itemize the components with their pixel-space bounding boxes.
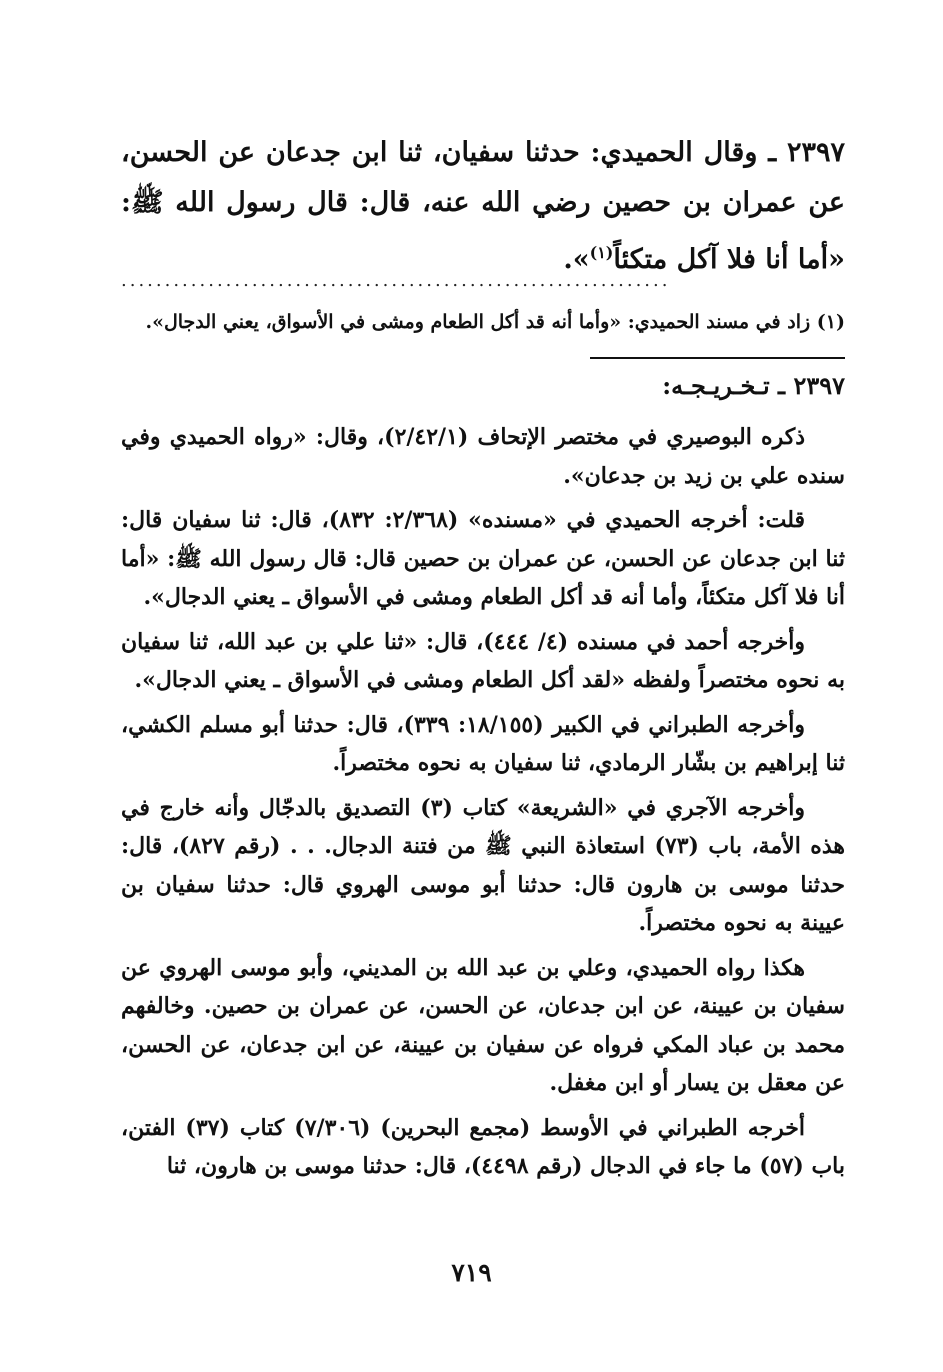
takhrij-body	[121, 418, 845, 1192]
hadith-text	[121, 128, 845, 285]
hadith-body: ٢٣٩٧ ـ وقال الحميدي: حدثنا سفيان، ثنا ابن جدعان عن الحسن، عن عمران بن حصين رضي الله عنه، قال: قال رسول الله ﷺ: «أما أنا فلا آكل متكئاً	[121, 137, 845, 275]
dotted-separator: ...............................................................	[121, 270, 671, 291]
takhrij-paragraph: أخرجه الطبراني في الأوسط (مجمع البحرين) (٧/٣٠٦) كتاب (٣٧) الفتن، باب (٥٧) ما جاء في الدجال (رقم ٤٤٩٨)، قال: حدثنا موسى بن هارون، ثنا	[121, 1114, 845, 1179]
takhrij-paragraph: وأخرجه الطبراني في الكبير (١٨/١٥٥: ٣٣٩)، قال: حدثنا أبو مسلم الكشي، ثنا إبراهيم بن بشّار الرمادي، ثنا سفيان به نحوه مختصراً.	[121, 711, 845, 776]
page-number: ٧١٩	[451, 1258, 492, 1287]
footnote	[121, 306, 845, 338]
hadith-closing: ».	[563, 244, 590, 275]
footnote-text: (١) زاد في مسند الحميدي: «وأما أنه قد أكل الطعام ومشى في الأسواق، يعني الدجال».	[145, 311, 845, 333]
takhrij-paragraph: ذكره البوصيري في مختصر الإتحاف (٢/٤٢/١)، وقال: «رواه الحميدي وفي سنده علي بن زيد بن جدعان».	[121, 424, 845, 489]
footnote-reference: (١)	[589, 243, 614, 262]
takhrij-paragraph: هكذا رواه الحميدي، وعلي بن عبد الله بن المديني، وأبو موسى الهروي عن سفيان بن عيينة، عن ابن جدعان، عن الحسن، عن عمران بن حصين. وخالفهم محمد بن عباد المكي فرواه عن سفيان بن عيينة، عن ابن جدعان، عن الحسن، عن معقل بن يسار أو ابن مغفل.	[121, 954, 845, 1096]
takhrij-heading: ٢٣٩٧ ـ تـخـريـجـه:	[662, 371, 845, 400]
takhrij-paragraph: قلت: أخرجه الحميدي في «مسنده» (٢/٣٦٨: ٨٣٢)، قال: ثنا سفيان قال: ثنا ابن جدعان عن الحسن، عن عمران بن حصين قال: قال رسول الله ﷺ: «أما أنا فلا آكل متكئاً، وأما أنه قد أكل الطعام ومشى في الأسواق ـ يعني الدجال».	[121, 507, 845, 610]
takhrij-paragraph: وأخرجه الآجري في «الشريعة» كتاب (٣) التصديق بالدجّال وأنه خارج في هذه الأمة، باب (٧٣) استعاذة النبي ﷺ من فتنة الدجال. . . (رقم ٨٢٧)، قال: حدثنا موسى بن هارون قال: حدثنا أبو موسى الهروي قال: حدثنا سفيان بن عيينة به نحوه مختصراً.	[121, 794, 845, 936]
hadith-paragraph	[121, 128, 845, 285]
horizontal-rule	[590, 357, 845, 359]
takhrij-paragraph: وأخرجه أحمد في مسنده (٤/ ٤٤٤)، قال: «ثنا علي بن عبد الله، ثنا سفيان به نحوه مختصراً ولفظه «لقد أكل الطعام ومشى في الأسواق ـ يعني الدجال».	[121, 628, 845, 693]
